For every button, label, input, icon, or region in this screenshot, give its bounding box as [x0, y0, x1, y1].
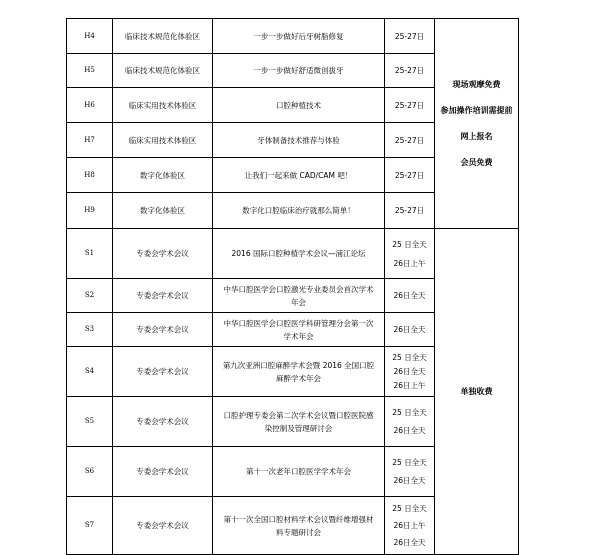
row-zone: 临床实用技术体验区 [113, 123, 213, 158]
row-zone: 专委会学术会议 [113, 497, 213, 555]
row-time: 25 日全天 26日全天 [385, 397, 435, 447]
row-zone: 临床技术规范化体验区 [113, 54, 213, 88]
row-zone: 专委会学术会议 [113, 279, 213, 313]
row-time: 25 日全天 26日全天 26日上午 [385, 347, 435, 397]
row-code: S4 [67, 347, 113, 397]
row-topic: 数字化口腔临床治疗就那么简单！ [213, 193, 385, 229]
row-code: H7 [67, 123, 113, 158]
fee-note-paid: 单独收费 [435, 229, 519, 555]
schedule-table [66, 18, 519, 555]
row-time: 25-27日 [385, 193, 435, 229]
row-code: S7 [67, 497, 113, 555]
row-zone: 临床技术规范化体验区 [113, 19, 213, 54]
row-zone: 专委会学术会议 [113, 313, 213, 347]
row-zone: 专委会学术会议 [113, 447, 213, 497]
table-row [67, 229, 519, 279]
row-code: H9 [67, 193, 113, 229]
row-topic: 第十一次全国口腔材料学术会议暨纤维增强材 料专题研讨会 [213, 497, 385, 555]
row-zone: 专委会学术会议 [113, 347, 213, 397]
row-topic: 2016 国际口腔种植学术会议—浦江论坛 [213, 229, 385, 279]
row-time: 25 日全天 26日上午 [385, 229, 435, 279]
row-zone: 临床实用技术体验区 [113, 88, 213, 123]
row-time: 25-27日 [385, 54, 435, 88]
row-zone: 专委会学术会议 [113, 397, 213, 447]
table-row [67, 19, 519, 54]
row-code: S5 [67, 397, 113, 447]
row-code: H5 [67, 54, 113, 88]
row-time: 25 日全天 26日全天 [385, 447, 435, 497]
row-time: 25-27日 [385, 123, 435, 158]
row-topic: 口腔种植技术 [213, 88, 385, 123]
fee-note-free: 现场观摩免费 参加操作培训需提前网上报名 会员免费 [435, 19, 519, 229]
row-zone: 专委会学术会议 [113, 229, 213, 279]
row-zone: 数字化体验区 [113, 193, 213, 229]
row-code: S3 [67, 313, 113, 347]
row-time: 26日全天 [385, 313, 435, 347]
row-topic: 中华口腔医学会口腔医学科研管理分会第一次 学术年会 [213, 313, 385, 347]
row-topic: 中华口腔医学会口腔激光专业委员会首次学术 年会 [213, 279, 385, 313]
row-code: S6 [67, 447, 113, 497]
row-time: 26日全天 [385, 279, 435, 313]
row-code: H6 [67, 88, 113, 123]
row-time: 25-27日 [385, 19, 435, 54]
row-topic: 第九次亚洲口腔麻醉学术会暨 2016 全国口腔 麻醉学术年会 [213, 347, 385, 397]
row-topic: 一步一步做好后牙树脂修复 [213, 19, 385, 54]
row-code: S1 [67, 229, 113, 279]
row-topic: 口腔护理专委会第二次学术会议暨口腔医院感 染控制及管理研讨会 [213, 397, 385, 447]
row-topic: 牙体制备技术推荐与体验 [213, 123, 385, 158]
row-topic: 让我们一起来做 CAD/CAM 吧！ [213, 158, 385, 193]
row-time: 25 日全天 26日上午 26日全天 [385, 497, 435, 555]
row-time: 25-27日 [385, 88, 435, 123]
row-time: 25-27日 [385, 158, 435, 193]
row-code: H4 [67, 19, 113, 54]
row-code: S2 [67, 279, 113, 313]
row-zone: 数字化体验区 [113, 158, 213, 193]
row-topic: 一步一步做好舒适微创拔牙 [213, 54, 385, 88]
row-topic: 第十一次老年口腔医学学术年会 [213, 447, 385, 497]
row-code: H8 [67, 158, 113, 193]
